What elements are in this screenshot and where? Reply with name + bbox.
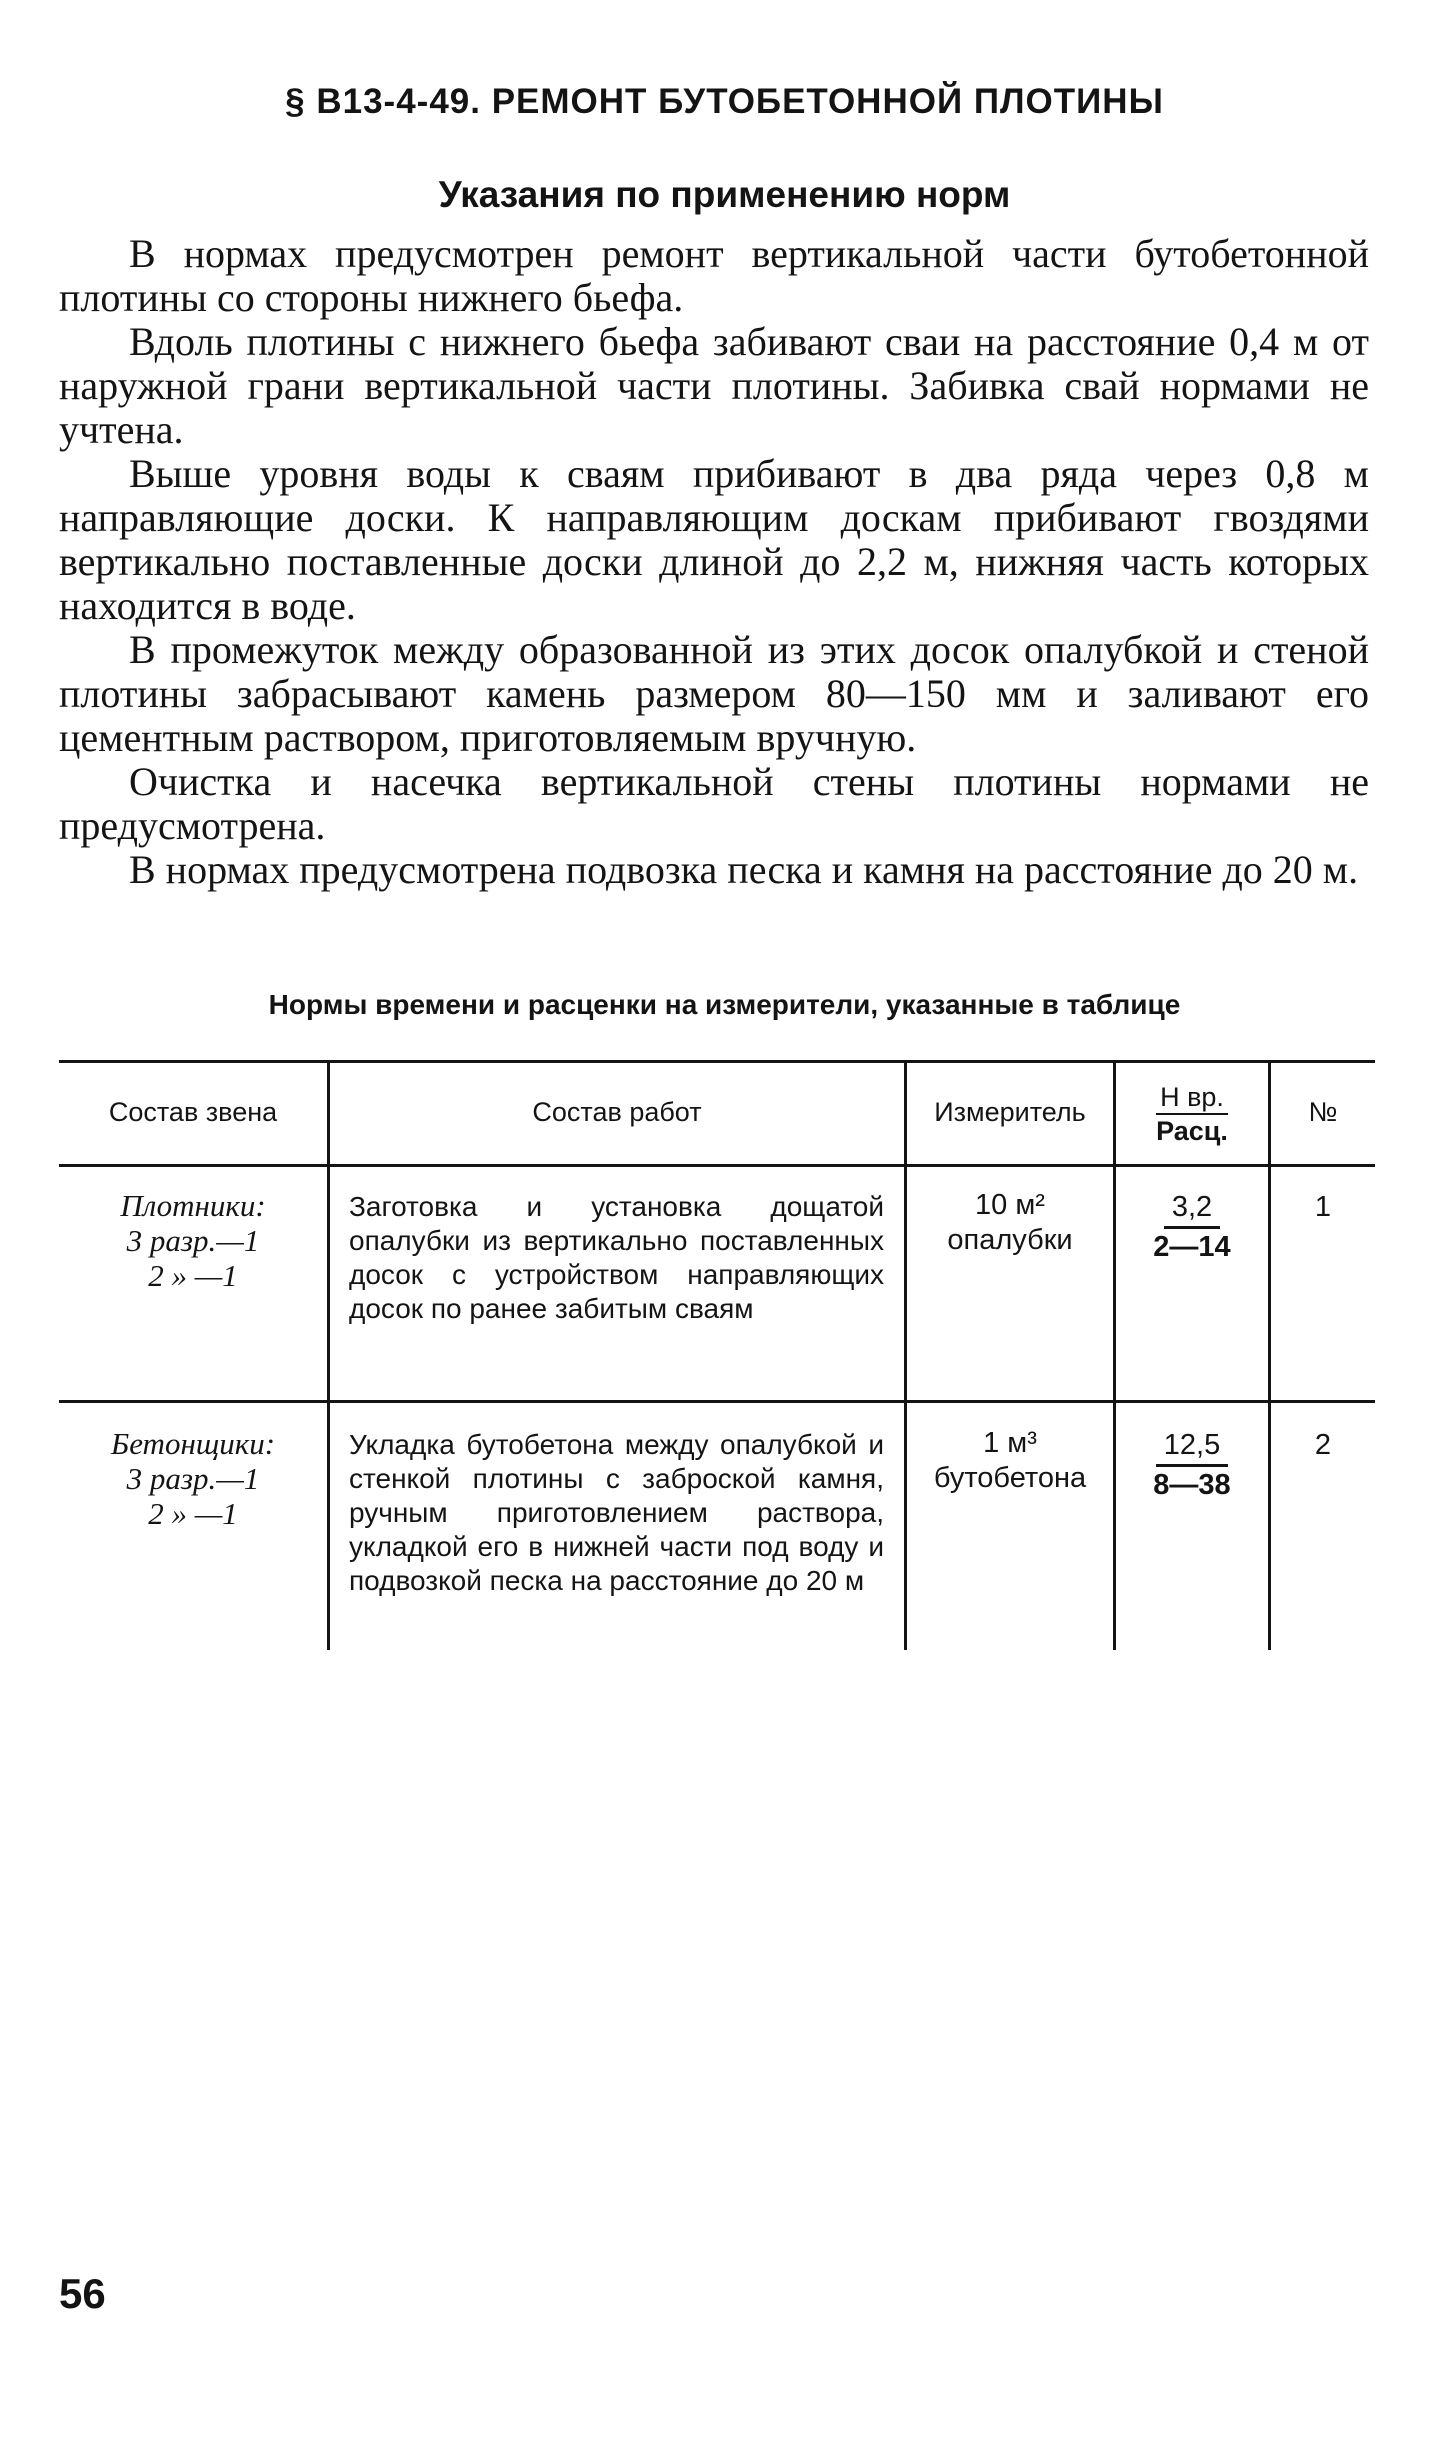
norm-rate-cell [1116, 1190, 1268, 1265]
unit-cell [907, 1188, 1113, 1258]
column-divider [1268, 1060, 1271, 1650]
instructions-text [59, 232, 1369, 892]
crew-title: Плотники: [120, 1188, 266, 1223]
crew-cell [59, 1188, 327, 1293]
column-divider [904, 1060, 907, 1650]
unit-value: опалубки [947, 1224, 1073, 1256]
page-number: 56 [59, 2270, 106, 2317]
header-unit: Измеритель [934, 1097, 1086, 1127]
crew-grade: 2 » —1 [148, 1496, 238, 1531]
paragraph: Выше уровня воды к сваям прибивают в два ряда через 0,8 м направляющие доски. К направляющим доскам прибивают гвоздями вертикально поставленные доски длиной до 2,2 м, нижняя часть которых находится в воде. [59, 451, 1369, 628]
section-title: § В13-4-49. РЕМОНТ БУТОБЕТОННОЙ ПЛОТИНЫ [285, 82, 1164, 121]
norms-table [59, 1060, 1375, 1650]
rate: 8—38 [1153, 1469, 1231, 1501]
header-norm-time: Н вр. [1156, 1082, 1228, 1115]
crew-grade: 2 » —1 [148, 1258, 238, 1293]
table-top-rule [59, 1060, 1375, 1063]
header-rate: Расц. [1156, 1116, 1228, 1146]
work-description: Заготовка и установка дощатой опалубки из вертикально поставленных досок с устройством направляющих досок по ранее забитым сваям [349, 1191, 884, 1324]
table-row-rule [59, 1400, 1375, 1403]
crew-cell [59, 1426, 327, 1531]
crew-grade: 3 разр.—1 [126, 1461, 260, 1496]
table-header-rule [59, 1164, 1375, 1167]
unit-value: 1 м³ бутобетона [933, 1427, 1087, 1494]
paragraph: В нормах предусмотрена подвозка песка и камня на расстояние до 20 м. [129, 847, 1359, 892]
column-divider [1113, 1060, 1116, 1650]
subheading: Указания по применению норм [438, 174, 1011, 215]
paragraph: В нормах предусмотрен ремонт вертикальной части бутобетонной плотины со стороны нижнего бьефа. [59, 231, 1369, 320]
header-crew: Состав звена [108, 1097, 278, 1127]
row-number: 2 [1314, 1429, 1332, 1461]
paragraph: В промежуток между образованной из этих досок опалубкой и стеной плотины забрасывают камень размером 80—150 мм и заливают его цементным раствором, приготовляемым вручную. [59, 627, 1369, 760]
column-divider [327, 1060, 330, 1650]
crew-title: Бетонщики: [110, 1426, 276, 1461]
header-work: Состав работ [532, 1097, 702, 1127]
paragraph: Вдоль плотины с нижнего бьефа забивают сваи на расстояние 0,4 м от наружной грани вертикальной части плотины. Забивка свай нормами не учтена. [59, 319, 1369, 452]
work-description: Укладка бутобетона между опалубкой и стенкой плотины с заброской камня, ручным приготовлением раствора, укладкой его в нижней части под воду и подвозкой песка на расстояние до 20 м [349, 1429, 884, 1596]
header-number: № [1308, 1097, 1338, 1127]
crew-grade: 3 разр.—1 [126, 1223, 260, 1258]
unit-value: 10 м² [975, 1189, 1045, 1221]
paragraph: Очистка и насечка вертикальной стены плотины нормами не предусмотрена. [59, 759, 1369, 848]
row-number: 1 [1314, 1191, 1332, 1223]
rate: 2—14 [1153, 1231, 1231, 1263]
norm-time: 12,5 [1156, 1428, 1228, 1467]
header-norm-rate [1116, 1080, 1268, 1147]
unit-cell [929, 1426, 1091, 1496]
norm-rate-cell [1116, 1428, 1268, 1503]
table-caption: Нормы времени и расценки на измерители, указанные в таблице [268, 989, 1181, 1020]
norm-time: 3,2 [1164, 1190, 1220, 1229]
